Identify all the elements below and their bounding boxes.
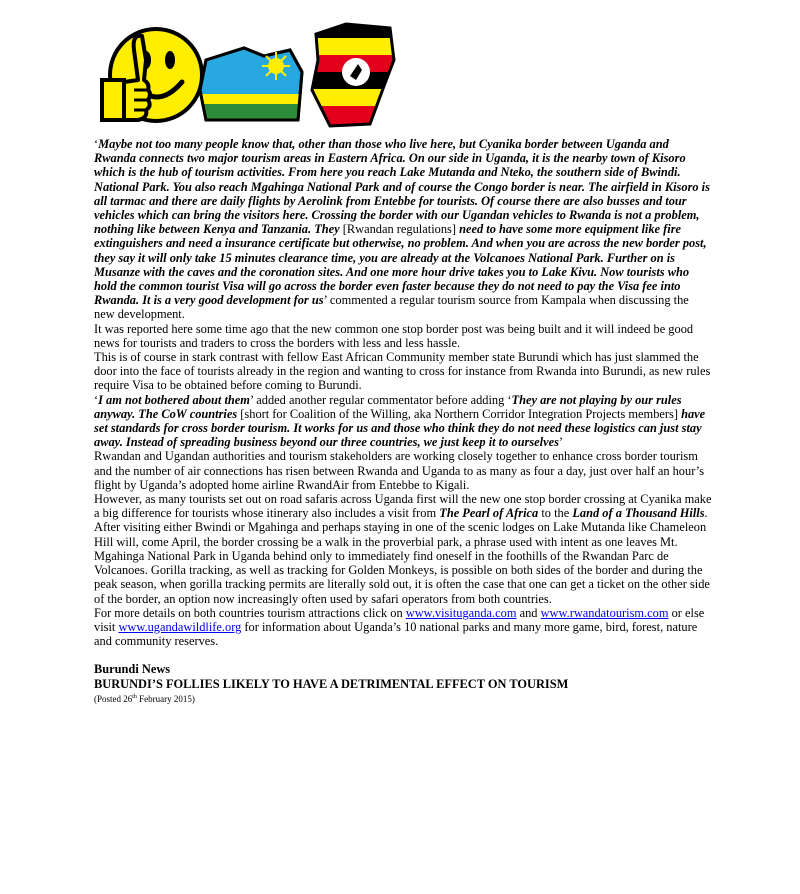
posted-date: (Posted 26th February 2015)	[94, 693, 195, 704]
paragraph-5: Rwandan and Ugandan authorities and tourism stakeholders are working closely together to enhance cross border tourism and the number of air connections has risen between Rwanda and Uganda to as many as four a day, just over half an hour’s flight by Uganda’s adopted home airline RwandAir from Entebbe to Kigali.	[94, 449, 705, 492]
visituganda-link[interactable]: www.visituganda.com	[405, 605, 517, 620]
paragraph-3: This is of course in stark contrast with fellow East African Community member state Burundi which has just slammed the door into the face of tourists already in the region and wanting to cross for instance from Rwanda into Burundi, as new rules require Visa to be obtained before coming to Burundi.	[94, 350, 711, 393]
section-title: Burundi News	[94, 662, 171, 677]
burundi-news-section	[94, 662, 712, 704]
paragraph-6: However, as many tourists set out on road safaris across Uganda first will the new one stop border crossing at Cyanika make a big difference for tourists whose itinerary also includes a visit from The Pearl of Africa to the Land of a Thousand Hills. After visiting either Bwindi or Mgahinga and perhaps staying in one of the scenic lodges on Lake Mutanda like Chameleon Hill will, come April, the border crossing be a walk in the proverbial park, a phrase used with intent as one leaves Mt. Mgahinga National Park in Uganda behind only to immediately find oneself in the foothills of the Rwandan Parc de Volcanoes. Gorilla tracking, as well as tracking for Golden Monkeys, is possible on both sides of the border and during the peak season, when gorilla tracking permits are literally sold out, it is often the case that one can get a ticket on the other side of the border, an option now increasingly often used by safari operators from both countries.	[94, 492, 712, 606]
uganda-map-flag-icon	[309, 20, 399, 128]
paragraph-quote-1: ‘Maybe not too many people know that, other than those who live here, but Cyanika border between Uganda and Rwanda connects two major tourism areas in Eastern Africa. On our side in Uganda, it is the nearby town of Kisoro which is the hub of tourism activities. From here you reach Lake Mutanda and Nteko, the southern side of Bwindi. National Park. You also reach Mgahinga National Park and of course the Congo border is near. The airfield in Kisoro is all tarmac and there are daily flights by Aerolink from Entebbe for tourists. Of course there are also busses and tour vehicles which can bring the visitors here. Crossing the border with our Ugandan vehicles to Rwanda is not a problem, nothing like between Kenya and Tanzania. They [Rwandan regulations] need to have some more equipment like fire extinguishers and need a insurance certificate but otherwise, no problem. And when you are across the new border post, they say it will only take 15 minutes clearance time, you are already at the Volcanoes National Park. Further on is Musanze with the caves and the coronation sites. And one more hour drive takes you to Lake Kivu. Now tourists who hold the common tourist Visa will go across the border even faster because they do not need to pay the Visa fee into Rwanda. It is a very good development for us’ commented a regular tourism source from Kampala when discussing the new development.	[94, 137, 710, 322]
paragraph-links: For more details on both countries tourism attractions click on www.visituganda.com and www.rwandatourism.com or else visit www.ugandawildlife.org for information about Uganda’s 10 national parks and many more game, bird, forest, nature and community reserves.	[94, 605, 705, 649]
paragraph-2: It was reported here some time ago that the new common one stop border post was being built and it will indeed be good news for tourists and traders to cross the borders with less and less hassle.	[94, 321, 694, 350]
rwanda-map-flag-icon	[200, 48, 302, 120]
headline: BURUNDI’S FOLLIES LIKELY TO HAVE A DETRIMENTAL EFFECT ON TOURISM	[94, 676, 569, 691]
paragraph-quote-2: ‘I am not bothered about them’ added another regular commentator before adding ‘They are not playing by our rules anyway. The CoW countries [short for Coalition of the Willing, aka Northern Corridor Integration Projects members] have set standards for cross border tourism. It works for us and those who think they do not need these logistics can just stay away. Instead of spreading business beyond our three countries, we just keep it to ourselves’	[94, 392, 706, 450]
ugandawildlife-link[interactable]: www.ugandawildlife.org	[118, 619, 242, 634]
header-logos	[94, 20, 414, 130]
article-body	[94, 137, 712, 705]
rwandatourism-link[interactable]: www.rwandatourism.com	[540, 605, 669, 620]
thumbs-up-smiley-icon	[102, 29, 202, 121]
